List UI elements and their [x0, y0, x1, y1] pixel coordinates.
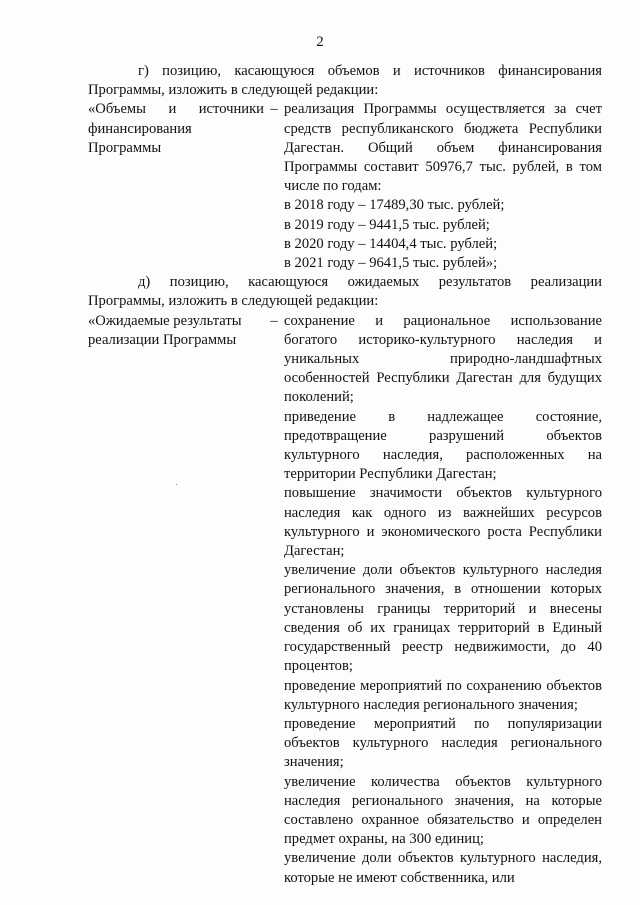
financing-year-2018: в 2018 году – 17489,30 тыс. рублей;	[284, 197, 505, 214]
result-item: приведение в надлежащее состояние, предотвращение разрушений объектов культурного наследия, расположенных на территории Республики Дагестан;	[284, 408, 602, 483]
section-d-table-row	[88, 312, 602, 888]
section-g-dash: –	[270, 101, 278, 118]
financing-year-2020: в 2020 году – 14404,4 тыс. рублей;	[284, 235, 498, 252]
result-item: увеличение доли объектов культурного наследия регионального значения, в отношении которых установлены границы территорий и внесены сведения об их границах территорий в Единый государственный реестр недвижимости, до 40 процентов;	[284, 562, 602, 675]
section-d-right-cell	[284, 312, 602, 888]
result-item: увеличение количества объектов культурного наследия регионального значения, на которые составлено охранное обязательство и определен предмет охраны, на 300 единиц;	[284, 773, 602, 848]
financing-year-2021: в 2021 году – 9641,5 тыс. рублей»;	[284, 255, 498, 272]
financing-year-2019: в 2019 году – 9441,5 тыс. рублей;	[284, 216, 490, 233]
section-g-financing-text: реализация Программы осуществляется за счет средств республиканского бюджета Республики Дагестан. Общий объем финансирования Программы составит 50976,7 тыс. рублей, в том числе по годам:	[284, 101, 602, 195]
result-item: проведение мероприятий по сохранению объектов культурного наследия регионального значения;	[284, 677, 602, 713]
document-body	[88, 62, 602, 888]
result-item: проведение мероприятий по популяризации объектов культурного наследия регионального значения;	[284, 715, 602, 771]
section-d-intro: д) позицию, касающуюся ожидаемых результатов реализации Программы, изложить в следующей редакции:	[88, 274, 602, 310]
section-d-left-label: «Ожидаемые результаты реализации Программы	[88, 312, 242, 348]
section-d-dash: –	[270, 312, 278, 329]
section-g-intro: г) позицию, касающуюся объемов и источников финансирования Программы, изложить в следующей редакции:	[88, 63, 602, 99]
page-number: 2	[316, 34, 324, 50]
section-g-table-row	[88, 100, 602, 273]
result-item: сохранение и рациональное использование богатого историко-культурного наследия и уникальных природно-ландшафтных особенностей Республики Дагестан для будущих поколений;	[284, 312, 602, 406]
result-item: увеличение доли объектов культурного наследия, которые не имеют собственника, или	[284, 850, 602, 886]
section-g-left-label: «Объемы и источники финансирования Программы	[88, 101, 264, 156]
scan-speck	[176, 484, 177, 485]
section-g-right-cell	[284, 100, 602, 273]
result-item: повышение значимости объектов культурного наследия как одного из важнейших ресурсов культурного и экономического роста Республики Дагестан;	[284, 485, 602, 560]
